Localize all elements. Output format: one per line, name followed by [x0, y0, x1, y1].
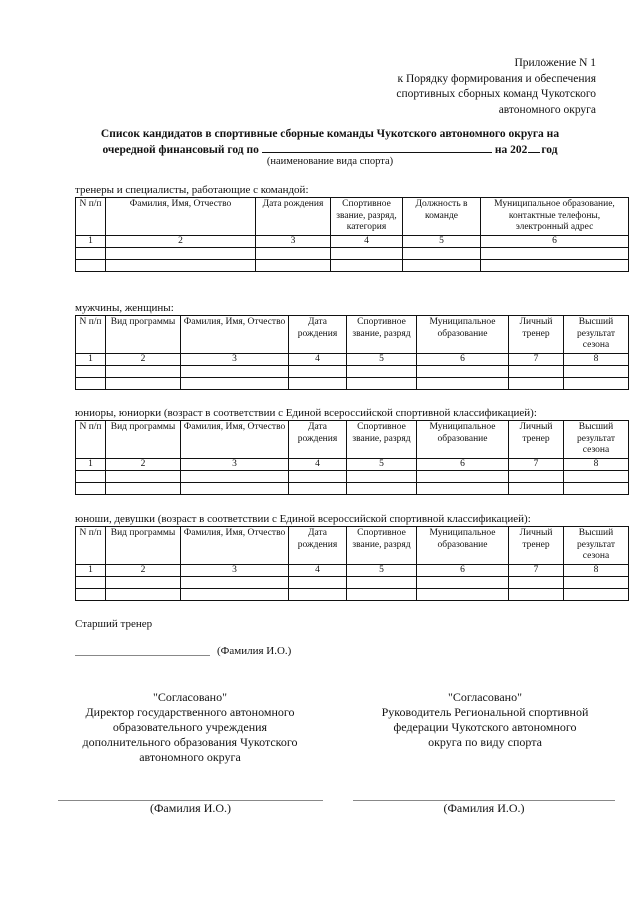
header-cell: Личный тренер	[509, 316, 564, 354]
section2-table	[75, 315, 629, 390]
table-number-row	[76, 235, 629, 248]
header-cell: Дата рождения	[289, 421, 347, 459]
number-cell: 2	[106, 353, 181, 366]
table-row	[76, 260, 629, 272]
appendix-line: автономного округа	[498, 103, 596, 116]
header-cell: Высший результат сезона	[564, 421, 629, 459]
appendix-header	[316, 56, 596, 118]
approval-right-agreed: "Согласовано"	[447, 690, 522, 704]
section2-label: мужчины, женщины:	[75, 302, 174, 314]
header-cell: Муниципальное образование	[417, 421, 509, 459]
number-cell: 7	[509, 353, 564, 366]
header-cell: Муниципальное образование, контактные телефоны, электронный адрес	[481, 198, 629, 236]
number-cell: 1	[76, 353, 106, 366]
number-cell: 4	[289, 564, 347, 577]
header-cell: Спортивное звание, разряд, категория	[331, 198, 403, 236]
number-cell: 4	[289, 458, 347, 471]
title-line-2-mid: на 202	[494, 144, 528, 156]
approval-left-line: автономного округа	[139, 750, 241, 764]
header-cell: Спортивное звание, разряд	[347, 421, 417, 459]
number-cell: 1	[76, 235, 106, 248]
number-cell: 5	[347, 564, 417, 577]
table-row	[76, 248, 629, 260]
header-cell: N п/п	[76, 198, 106, 236]
header-cell: Вид программы	[106, 316, 181, 354]
number-cell: 5	[403, 235, 481, 248]
appendix-line: Приложение N 1	[514, 57, 596, 69]
number-cell: 2	[106, 564, 181, 577]
approval-right	[350, 690, 620, 750]
header-cell: Должность в команде	[403, 198, 481, 236]
appendix-line: спортивных сборных команд Чукотского	[396, 88, 596, 100]
approval-right-line: федерации Чукотского автономного	[393, 720, 577, 734]
approval-left-agreed: "Согласовано"	[152, 690, 227, 704]
header-cell: Высший результат сезона	[564, 527, 629, 565]
senior-trainer-signature-line	[75, 655, 210, 656]
approval-left-fio: (Фамилия И.О.)	[149, 801, 232, 815]
number-cell: 4	[289, 353, 347, 366]
section4-label: юноши, девушки (возраст в соответствии с Единой всероссийской спортивной классификацией):	[75, 513, 531, 525]
header-cell: N п/п	[76, 527, 106, 565]
table-number-row	[76, 458, 629, 471]
section1-label: тренеры и специалисты, работающие с командой:	[75, 184, 309, 196]
table-header-row	[76, 421, 629, 459]
number-cell: 7	[509, 564, 564, 577]
title-line-2-end: год	[541, 144, 558, 156]
table-header-row	[76, 527, 629, 565]
section4-table	[75, 526, 629, 601]
header-cell: Личный тренер	[509, 527, 564, 565]
number-cell: 8	[564, 458, 629, 471]
table-number-row	[76, 564, 629, 577]
header-cell: Личный тренер	[509, 421, 564, 459]
number-cell: 3	[256, 235, 331, 248]
document-title	[70, 127, 590, 158]
header-cell: Вид программы	[106, 527, 181, 565]
number-cell: 8	[564, 353, 629, 366]
number-cell: 5	[347, 458, 417, 471]
appendix-line: к Порядку формирования и обеспечения	[397, 72, 596, 85]
section3-label: юниоры, юниорки (возраст в соответствии с Единой всероссийской спортивной классификацией):	[75, 407, 537, 419]
table-header-row	[76, 198, 629, 236]
approval-left-line: образовательного учреждения	[112, 720, 268, 734]
header-cell: Дата рождения	[256, 198, 331, 236]
approval-right-line: Руководитель Региональной спортивной	[381, 705, 589, 719]
number-cell: 8	[564, 564, 629, 577]
number-cell: 7	[509, 458, 564, 471]
header-cell: N п/п	[76, 421, 106, 459]
number-cell: 2	[106, 458, 181, 471]
header-cell: Спортивное звание, разряд	[347, 316, 417, 354]
title-subtitle: (наименование вида спорта)	[266, 156, 394, 167]
number-cell: 3	[181, 353, 289, 366]
senior-trainer-label: Старший тренер	[75, 618, 153, 630]
section1-table	[75, 197, 629, 272]
table-row	[76, 589, 629, 601]
table-row	[76, 378, 629, 390]
header-cell: Муниципальное образование	[417, 316, 509, 354]
header-cell: Фамилия, Имя, Отчество	[106, 198, 256, 236]
approval-left-line: дополнительного образования Чукотского	[82, 735, 298, 749]
approval-left-line: Директор государственного автономного	[85, 705, 295, 719]
header-cell: N п/п	[76, 316, 106, 354]
section3-table	[75, 420, 629, 495]
header-cell: Фамилия, Имя, Отчество	[181, 527, 289, 565]
header-cell: Высший результат сезона	[564, 316, 629, 354]
sport-name-blank	[262, 142, 492, 153]
number-cell: 6	[481, 235, 629, 248]
senior-trainer-fio: (Фамилия И.О.)	[217, 645, 292, 657]
header-cell: Фамилия, Имя, Отчество	[181, 421, 289, 459]
approval-right-fio: (Фамилия И.О.)	[443, 801, 525, 815]
number-cell: 6	[417, 458, 509, 471]
table-number-row	[76, 353, 629, 366]
approval-left	[55, 690, 325, 765]
number-cell: 5	[347, 353, 417, 366]
table-row	[76, 483, 629, 495]
number-cell: 1	[76, 458, 106, 471]
table-row	[76, 471, 629, 483]
header-cell: Вид программы	[106, 421, 181, 459]
number-cell: 2	[106, 235, 256, 248]
header-cell: Спортивное звание, разряд	[347, 527, 417, 565]
number-cell: 1	[76, 564, 106, 577]
header-cell: Фамилия, Имя, Отчество	[181, 316, 289, 354]
number-cell: 3	[181, 458, 289, 471]
header-cell: Муниципальное образование	[417, 527, 509, 565]
title-line-2-start: очередной финансовый год по	[102, 144, 259, 156]
number-cell: 6	[417, 564, 509, 577]
number-cell: 4	[331, 235, 403, 248]
table-row	[76, 577, 629, 589]
number-cell: 3	[181, 564, 289, 577]
approval-right-line: округа по виду спорта	[428, 735, 542, 749]
header-cell: Дата рождения	[289, 316, 347, 354]
table-row	[76, 366, 629, 378]
number-cell: 6	[417, 353, 509, 366]
table-header-row	[76, 316, 629, 354]
title-line-1: Список кандидатов в спортивные сборные команды Чукотского автономного округа на	[100, 128, 560, 140]
year-blank	[528, 142, 540, 153]
header-cell: Дата рождения	[289, 527, 347, 565]
